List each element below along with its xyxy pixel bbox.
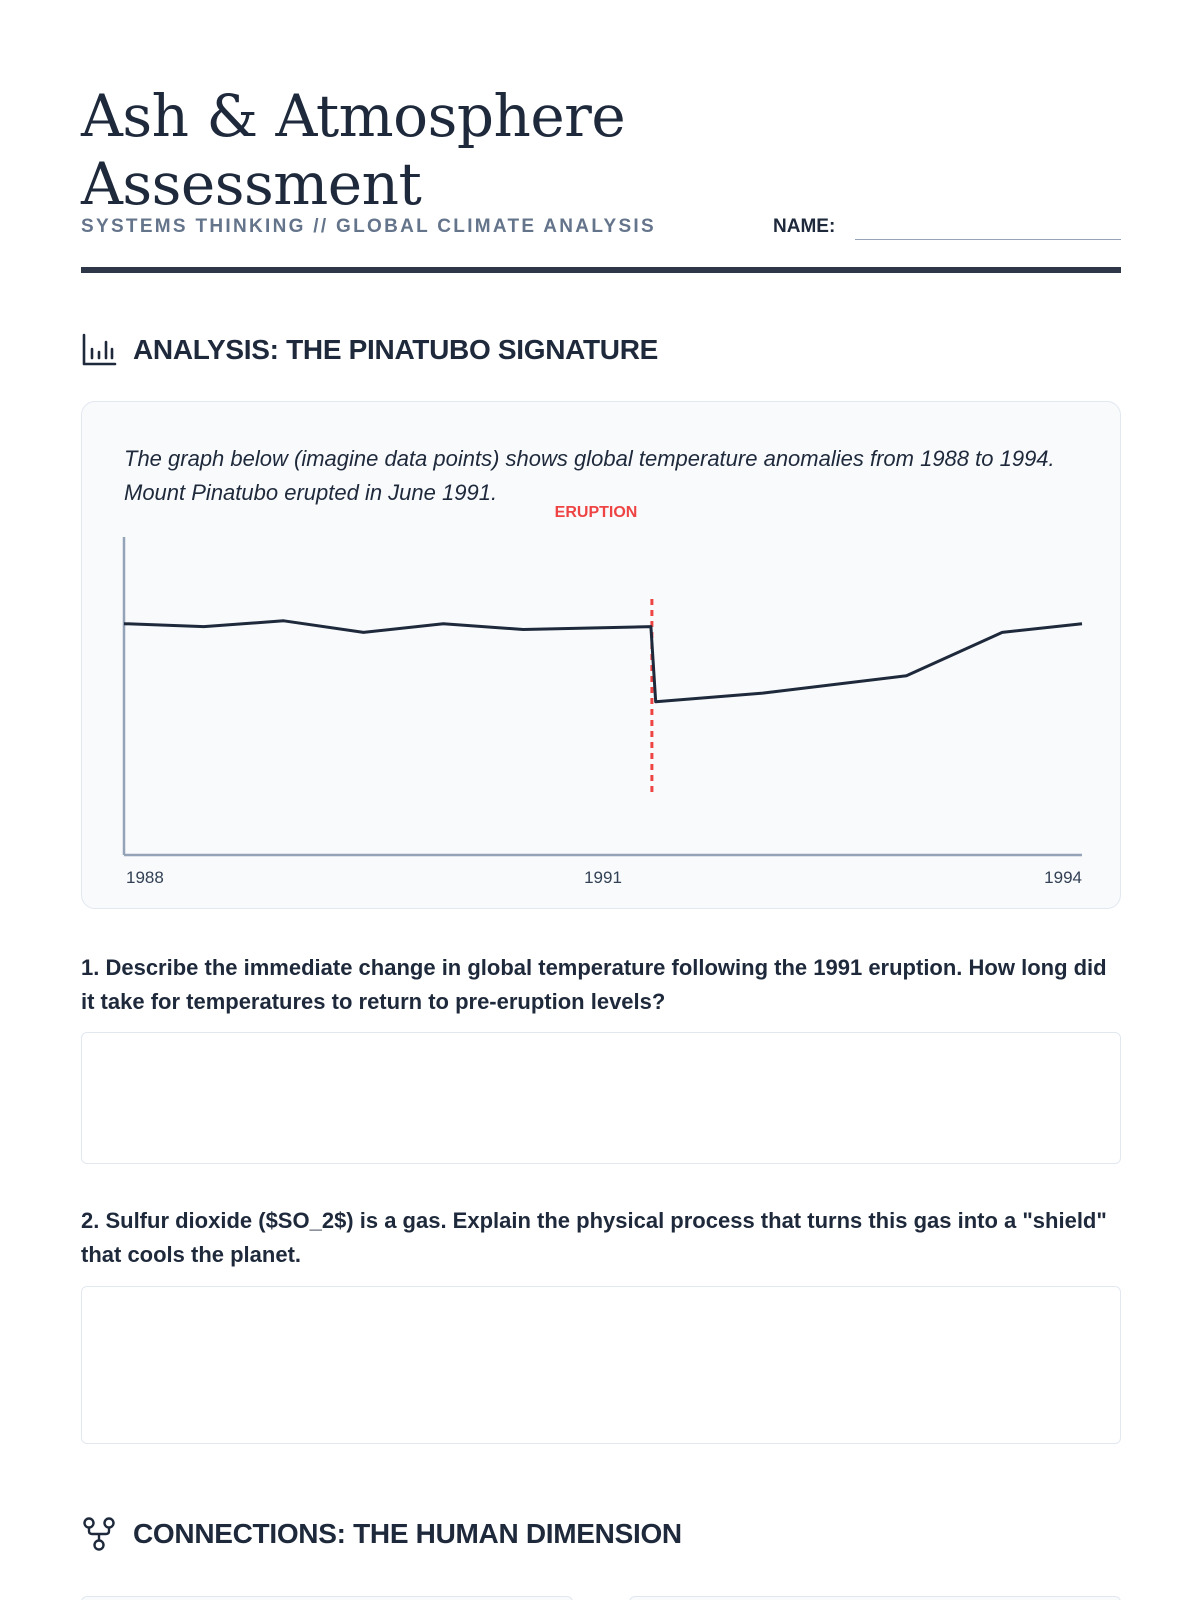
name-label: NAME: — [773, 216, 836, 237]
title-line-1: Ash & Atmosphere — [81, 82, 626, 150]
chart-card — [81, 401, 1121, 909]
question-1: 1. Describe the immediate change in global temperature following the 1991 eruption. How long did it take for temperatures to return to pre-eruption levels? — [81, 955, 1107, 1014]
connections-section-heading — [81, 1516, 682, 1552]
connections-heading: CONNECTIONS: THE HUMAN DIMENSION — [133, 1518, 682, 1549]
name-field[interactable] — [855, 239, 1121, 240]
temperature-series-line — [124, 621, 1082, 702]
x-tick-label: 1988 — [126, 868, 164, 887]
title-line-2: Assessment — [81, 150, 422, 218]
analysis-heading: ANALYSIS: THE PINATUBO SIGNATURE — [133, 334, 659, 365]
eruption-label: ERUPTION — [554, 504, 638, 521]
page-subtitle: SYSTEMS THINKING // GLOBAL CLIMATE ANALYSIS — [81, 216, 656, 237]
connection-card-right — [629, 1596, 1121, 1600]
answer-box-2[interactable] — [81, 1286, 1121, 1444]
x-tick-label: 1994 — [1044, 868, 1082, 887]
analysis-section-heading — [81, 332, 658, 368]
answer-box-1[interactable] — [81, 1032, 1121, 1164]
connection-card-left — [81, 1596, 573, 1600]
chart-description: The graph below (imagine data points) shows global temperature anomalies from 1988 to 1994. Mount Pinatubo erupted in June 1991. — [124, 446, 1055, 505]
x-tick-label: 1991 — [584, 868, 622, 887]
temperature-chart — [82, 402, 1122, 910]
network-icon — [81, 1516, 117, 1552]
question-2: 2. Sulfur dioxide ($SO_2$) is a gas. Explain the physical process that turns this gas into a "shield" that cools the planet. — [81, 1208, 1107, 1267]
bar-chart-icon — [81, 332, 117, 368]
header-divider — [81, 267, 1121, 273]
page-title — [81, 82, 625, 218]
